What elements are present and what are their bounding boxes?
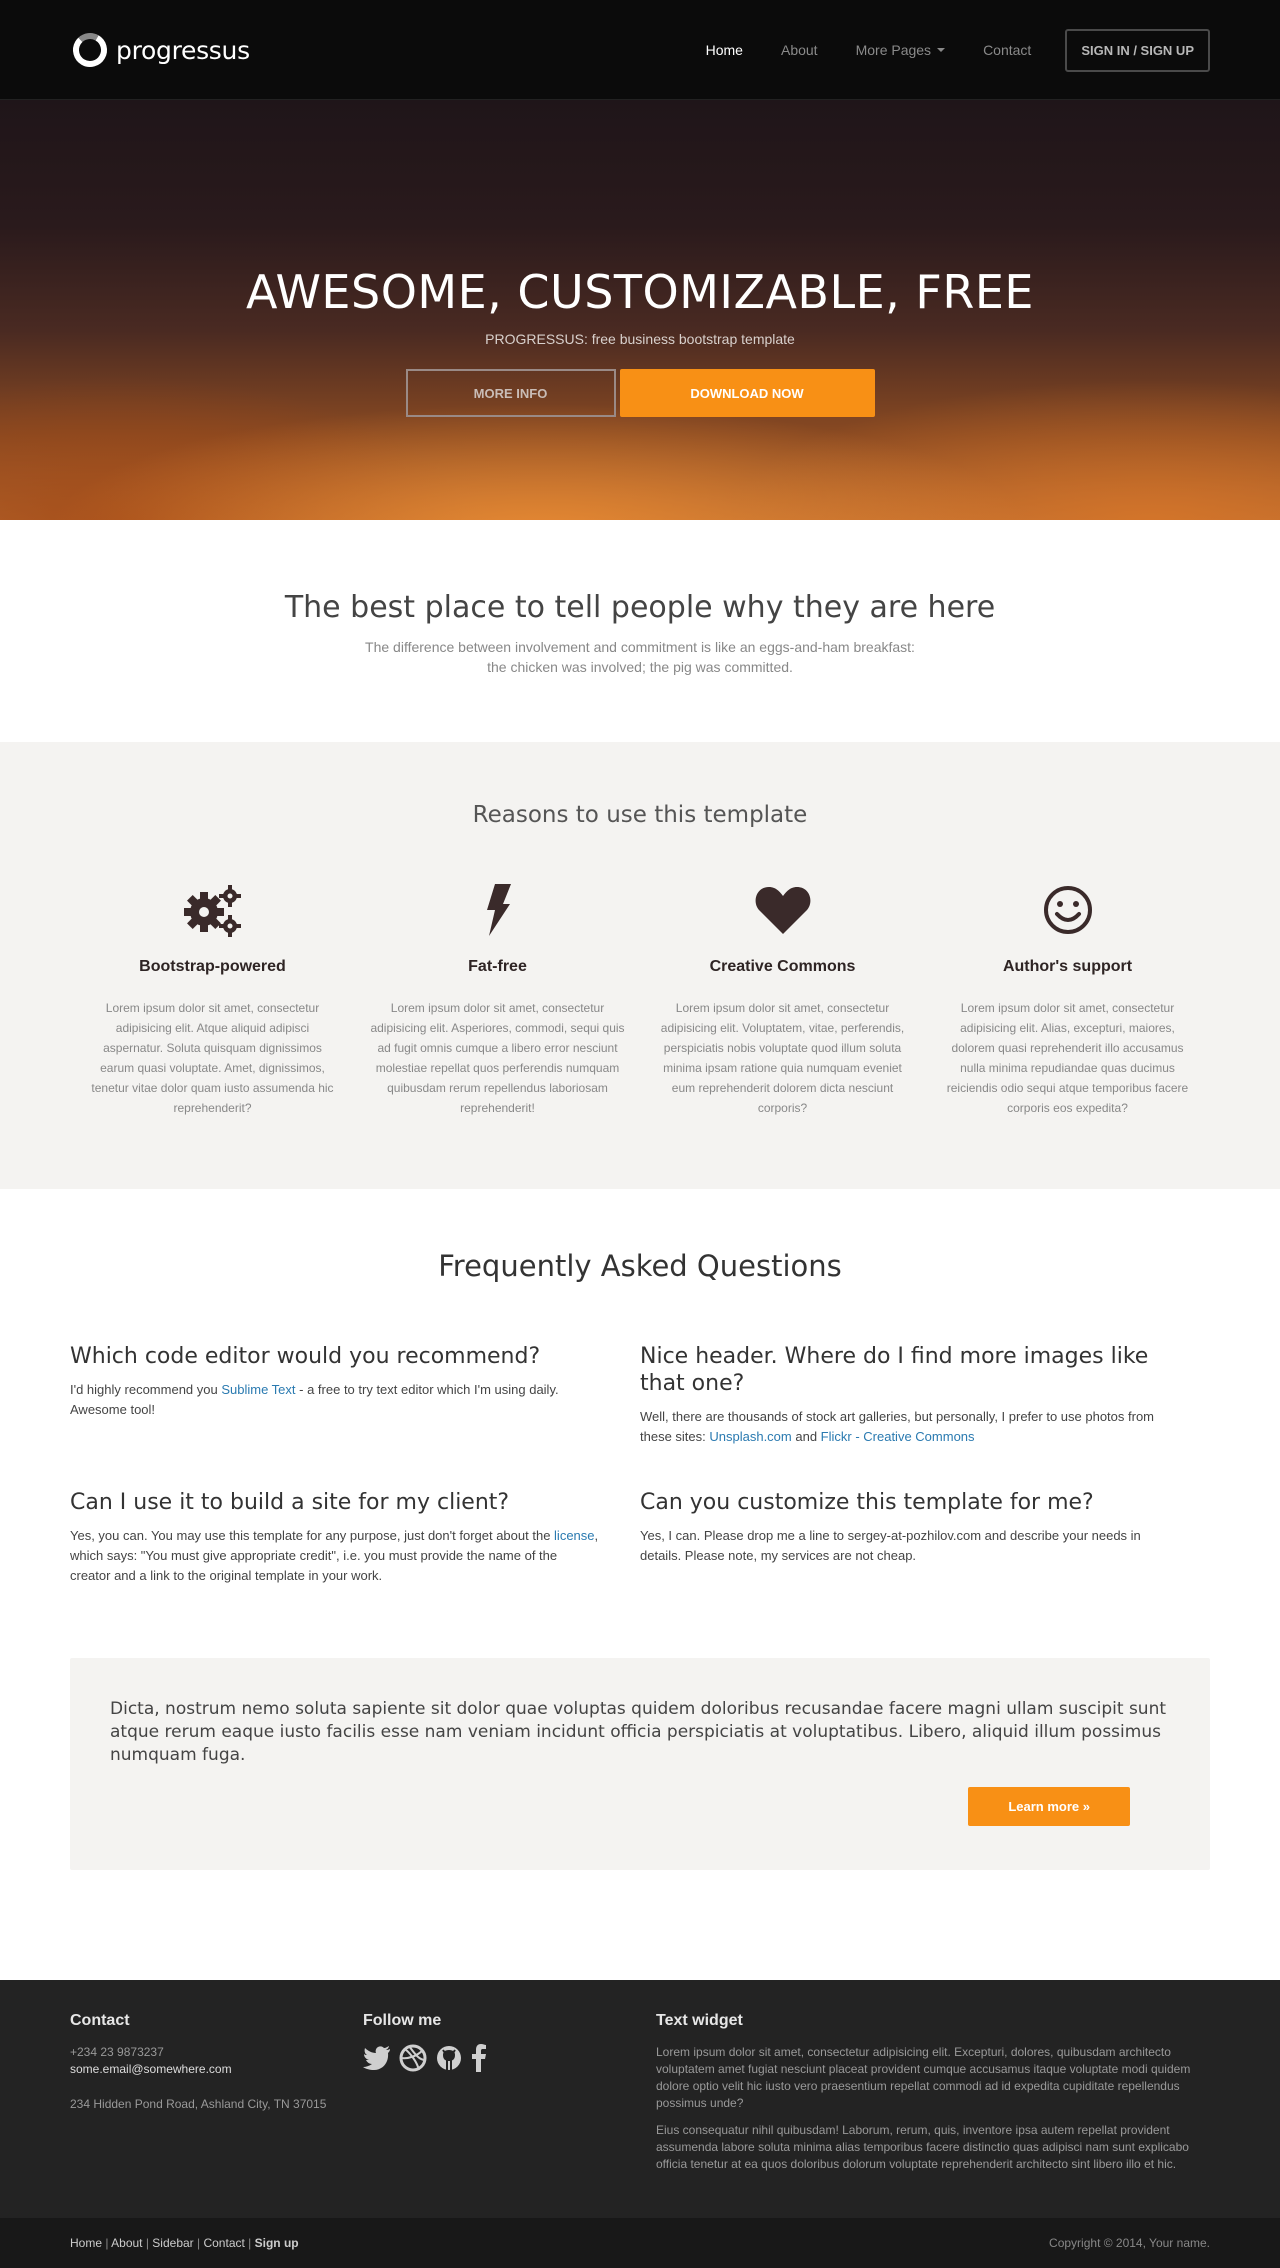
faq-item-editor [70, 1343, 640, 1447]
footer-text-widget [656, 2012, 1210, 2183]
reasons-title: Reasons to use this template [472, 802, 808, 828]
license-link[interactable]: license [554, 1528, 595, 1543]
hero-title: AWESOME, CUSTOMIZABLE, FREE [246, 265, 1034, 319]
faq-item-client [70, 1489, 640, 1586]
footer-link-sidebar[interactable]: Sidebar [152, 2236, 194, 2250]
faq-question: Can you customize this template for me? [640, 1490, 1094, 1515]
main-nav [668, 29, 1210, 72]
faq-answer-text: , which says: "You must give appropriate credit", i.e. you must provide the name of the creator and a link to the original template in your work. [70, 1528, 599, 1583]
intro-line-2: the chicken was involved; the pig was committed. [487, 659, 793, 675]
faq-answer [640, 1407, 1170, 1447]
callout-box [70, 1658, 1210, 1870]
faq-answer: Yes, I can. Please drop me a line to sergey-at-pozhilov.com and describe your needs in details. Please note, my services are not cheap. [640, 1528, 1141, 1563]
feature-title: Author's support [1002, 958, 1133, 975]
heart-icon [754, 884, 812, 936]
footer-link-home[interactable]: Home [70, 2236, 103, 2250]
feature-creative-commons [640, 880, 925, 1118]
footer-link-contact[interactable]: Contact [203, 2236, 245, 2250]
sublime-text-link[interactable]: Sublime Text [221, 1382, 296, 1397]
intro-line-1: The difference between involvement and commitment is like an eggs-and-ham breakfast: [365, 639, 915, 655]
copyright: Copyright © 2014, Your name. [1049, 2236, 1210, 2250]
gears-icon [182, 882, 244, 938]
nav-more-pages-label: More Pages [855, 42, 932, 58]
faq-answer [70, 1526, 600, 1586]
footer-follow-title: Follow me [363, 2012, 442, 2029]
footer-address: 234 Hidden Pond Road, Ashland City, TN 37015 [70, 2097, 327, 2111]
footer-contact [70, 2012, 363, 2183]
feature-text: Lorem ipsum dolor sit amet, consectetur adipisicing elit. Asperiores, commodi, sequi quis ad fugit omnis cumque a libero error nesciunt molestiae repellat quos perferendis numquam quibusdam rerum repellendus laboriosam reprehenderit! [370, 1001, 625, 1115]
faq-answer-text: Well, there are thousands of stock art galleries, but personally, I prefer to use photos from these sites: [640, 1409, 1155, 1444]
reasons-section [0, 742, 1280, 1189]
feature-title: Creative Commons [709, 958, 856, 975]
footer-links: Home | About | Sidebar | Contact | Sign up [70, 2236, 299, 2250]
faq-question: Can I use it to build a site for my client? [70, 1490, 510, 1515]
signin-button[interactable]: SIGN IN / SIGN UP [1065, 29, 1210, 72]
feature-title: Fat-free [468, 958, 527, 975]
nav-about[interactable]: About [780, 42, 818, 58]
faq-answer-text: I'd highly recommend you [70, 1382, 222, 1397]
download-button[interactable]: DOWNLOAD NOW [620, 369, 875, 417]
footer-widgets [0, 1980, 1280, 2218]
unsplash-link[interactable]: Unsplash.com [709, 1429, 792, 1444]
intro-section [0, 520, 1280, 742]
intro-title: The best place to tell people why they are here [284, 590, 996, 625]
feature-support [925, 880, 1210, 1118]
navbar [0, 0, 1280, 100]
footer-widget-text-1: Lorem ipsum dolor sit amet, consectetur adipisicing elit. Excepturi, dolores, quibusdam architecto voluptatem amet fugiat nesciunt placeat provident cumque accusamus itaque voluptate modi quidem dolore optio velit hic iusto vero praesentium repellat commodi ad id expedita cupiditate repellendus possimus unde? [656, 2045, 1191, 2110]
dribbble-icon[interactable] [399, 2044, 427, 2072]
faq-answer-text: and [791, 1429, 821, 1444]
facebook-icon[interactable] [471, 2044, 487, 2072]
github-icon[interactable] [435, 2044, 463, 2072]
footer-link-signup[interactable]: Sign up [254, 2236, 299, 2250]
flash-icon [483, 882, 513, 938]
footer [0, 1980, 1280, 2268]
footer-contact-title: Contact [70, 2012, 130, 2029]
footer-email-link[interactable]: some.email@somewhere.com [70, 2062, 232, 2076]
nav-home[interactable]: Home [705, 42, 743, 58]
faq-answer-text: Yes, you can. You may use this template for any purpose, just don't forget about the [70, 1528, 555, 1543]
footer-bottom [0, 2218, 1280, 2268]
nav-contact[interactable]: Contact [983, 42, 1032, 58]
nav-more-pages[interactable] [856, 42, 945, 58]
footer-link-about[interactable]: About [111, 2236, 143, 2250]
faq-answer-text: - a free to try text editor which I'm using daily. Awesome tool! [70, 1382, 559, 1417]
footer-widget-text-2: Eius consequatur nihil quibusdam! Laborum, rerum, quis, inventore ipsa autem repellat provident assumenda labore soluta minima alias temporibus facere distinctio quas adipisci nam sunt explicabo officia tenetur at ea quos doloribus dolorum voluptate reprehenderit architecto sint libero illo et hic. [656, 2123, 1189, 2171]
twitter-icon[interactable] [363, 2045, 391, 2071]
smile-icon [1042, 884, 1094, 936]
hero-banner [0, 100, 1280, 520]
more-info-button[interactable]: MORE INFO [406, 369, 616, 417]
brand-name: progressus [116, 35, 250, 65]
faq-section [0, 1189, 1280, 1870]
caret-down-icon [937, 48, 945, 52]
intro-quote [0, 637, 1280, 677]
feature-bootstrap [70, 880, 355, 1118]
flickr-link[interactable]: Flickr - Creative Commons [820, 1429, 975, 1444]
faq-title: Frequently Asked Questions [438, 1249, 842, 1283]
faq-question: Nice header. Where do I find more images like that one? [640, 1344, 1149, 1396]
faq-item-images [640, 1343, 1210, 1447]
footer-phone: +234 23 9873237 [70, 2045, 164, 2059]
feature-fat-free [355, 880, 640, 1118]
feature-text: Lorem ipsum dolor sit amet, consectetur adipisicing elit. Atque aliquid adipisci aspernatur. Soluta quisquam dignissimos earum quasi voluptate. Amet, dignissimos, tenetur vitae dolor quam iusto assumenda hic reprehenderit? [91, 1001, 334, 1115]
footer-follow [363, 2012, 656, 2183]
logo-ring-icon [70, 30, 110, 70]
callout-text: Dicta, nostrum nemo soluta sapiente sit dolor quae voluptas quidem doloribus recusandae facere magni ullam suscipit sunt atque rerum eaque iusto facilis esse nam veniam incidunt officia perspiciatis at voluptatibus. Libero, aliquid illum possimus numquam fuga. [110, 1699, 1167, 1765]
feature-text: Lorem ipsum dolor sit amet, consectetur adipisicing elit. Voluptatem, vitae, perferendis, perspiciatis nobis voluptate quod illum soluta minima ipsam ratione quia numquam eveniet eum reprehenderit dolorem dicta nesciunt corporis? [660, 1001, 905, 1115]
learn-more-button[interactable]: Learn more » [968, 1787, 1130, 1826]
faq-item-customize [640, 1489, 1210, 1586]
footer-widget-title: Text widget [656, 2012, 743, 2029]
faq-answer [70, 1380, 600, 1420]
faq-question: Which code editor would you recommend? [70, 1344, 541, 1369]
feature-text: Lorem ipsum dolor sit amet, consectetur adipisicing elit. Alias, excepturi, maiores, dolorem quasi reprehenderit illo accusamus nulla minima repudiandae quas ducimus reiciendis odio sequi atque temporibus facere corporis eos expedita? [946, 1001, 1189, 1115]
brand-logo[interactable] [70, 30, 250, 70]
feature-title: Bootstrap-powered [139, 958, 286, 975]
hero-subtitle: PROGRESSUS: free business bootstrap template [485, 331, 795, 347]
